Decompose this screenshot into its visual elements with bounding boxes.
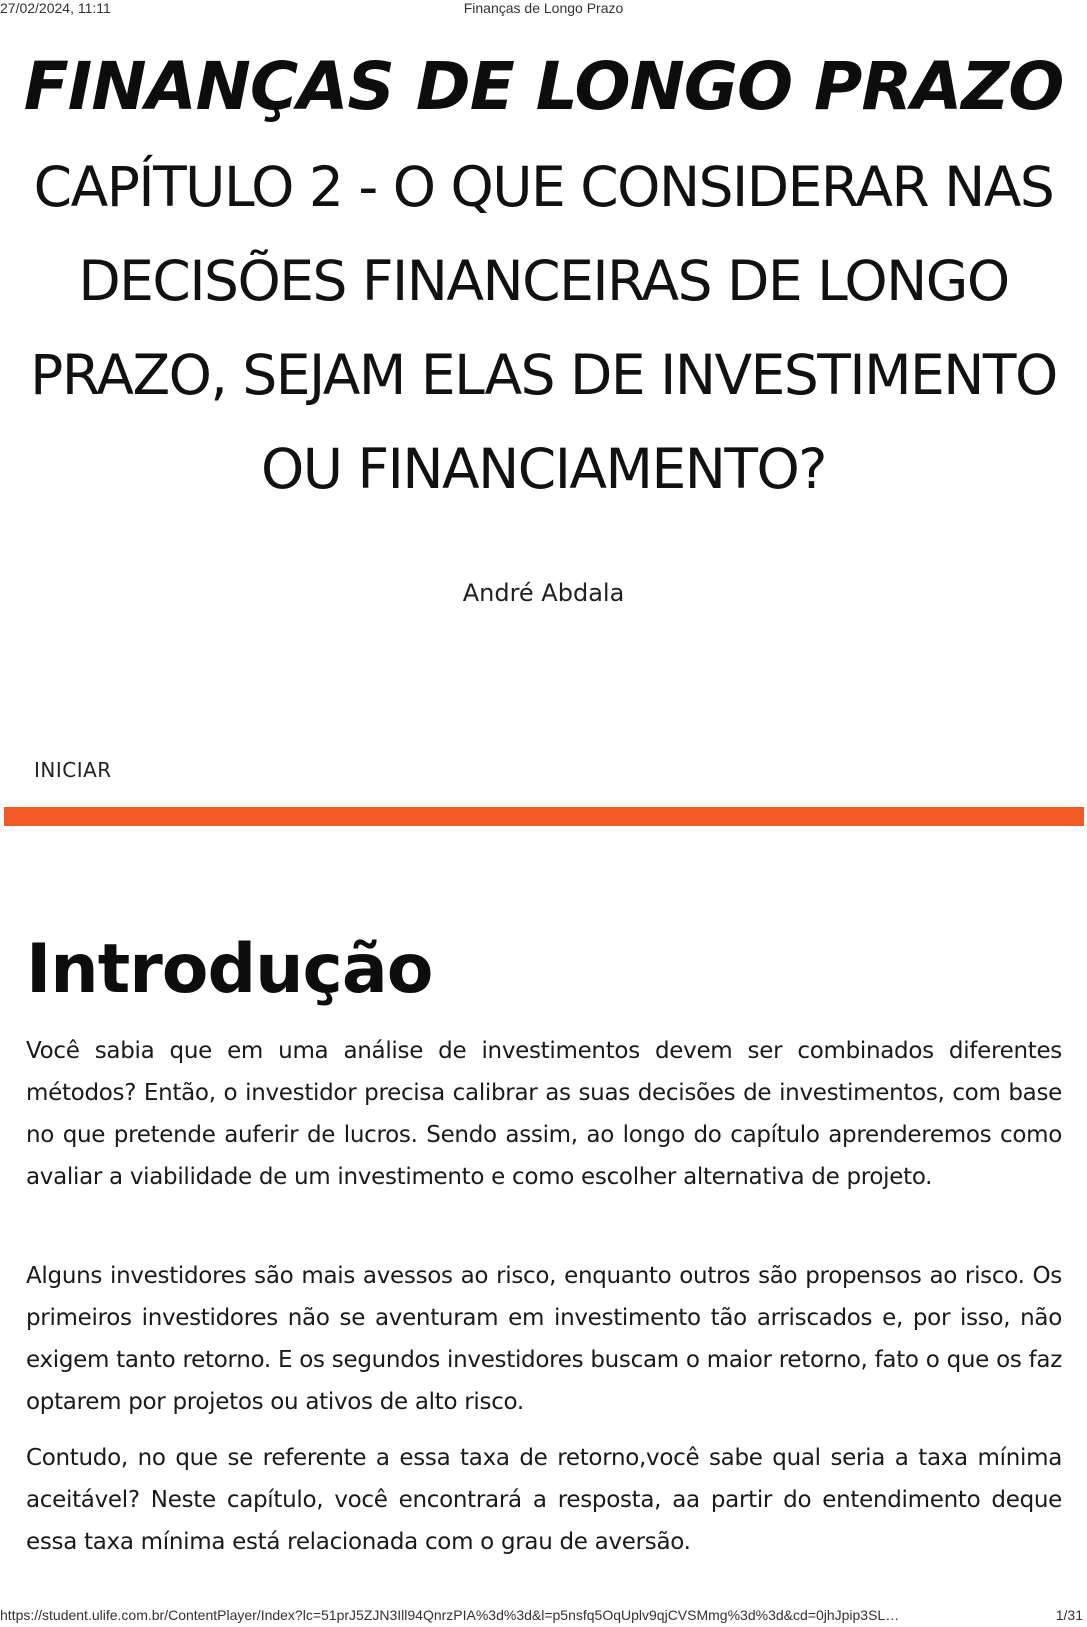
chapter-title	[0, 140, 1087, 516]
start-button[interactable]: INICIAR	[34, 758, 112, 782]
print-date: 27/02/2024, 11:11	[0, 0, 111, 16]
accent-divider	[4, 807, 1084, 826]
page-number: 1/31	[1055, 1607, 1083, 1623]
chapter-title-line: DECISÕES FINANCEIRAS DE LONGO	[78, 249, 1009, 313]
chapter-title-line: OU FINANCIAMENTO?	[261, 437, 826, 501]
chapter-title-line: PRAZO, SEJAM ELAS DE INVESTIMENTO	[30, 343, 1057, 407]
print-url: https://student.ulife.com.br/ContentPlayer/Index?lc=51prJ5ZJN3Ill94QnrzPIA%3d%3d&l=p5nsfq5OqUplv9qjCVSMmg%3d%3d&cd=0jhJpip3SL…	[0, 1607, 900, 1623]
print-footer	[0, 1607, 1087, 1625]
print-doc-title: Finanças de Longo Prazo	[463, 0, 624, 16]
main-title: FINANÇAS DE LONGO PRAZO	[23, 48, 1064, 125]
author-name: André Abdala	[462, 579, 625, 607]
chapter-title-line: CAPÍTULO 2 - O QUE CONSIDERAR NAS	[33, 155, 1054, 219]
intro-paragraph: Contudo, no que se referente a essa taxa de retorno,você sabe qual seria a taxa mínima aceitável? Neste capítulo, você encontrará a resposta, aa partir do entendimento deque essa taxa mínima está relacionada com o grau de aversão.	[26, 1445, 1062, 1555]
section-heading: Introdução	[26, 930, 433, 1009]
print-header	[0, 0, 1087, 18]
intro-paragraph: Você sabia que em uma análise de investimentos devem ser combinados diferentes métodos? Então, o investidor precisa calibrar as suas decisões de investimentos, com base no que pretende auferir de lucros. Sendo assim, ao longo do capítulo aprenderemos como avaliar a viabilidade de um investimento e como escolher alternativa de projeto.	[26, 1038, 1062, 1190]
intro-paragraph: Alguns investidores são mais avessos ao risco, enquanto outros são propensos ao risco. Os primeiros investidores não se aventuram em investimento tão arriscados e, por isso, não exigem tanto retorno. E os segundos investidores buscam o maior retorno, fato o que os faz optarem por projetos ou ativos de alto risco.	[26, 1263, 1062, 1415]
